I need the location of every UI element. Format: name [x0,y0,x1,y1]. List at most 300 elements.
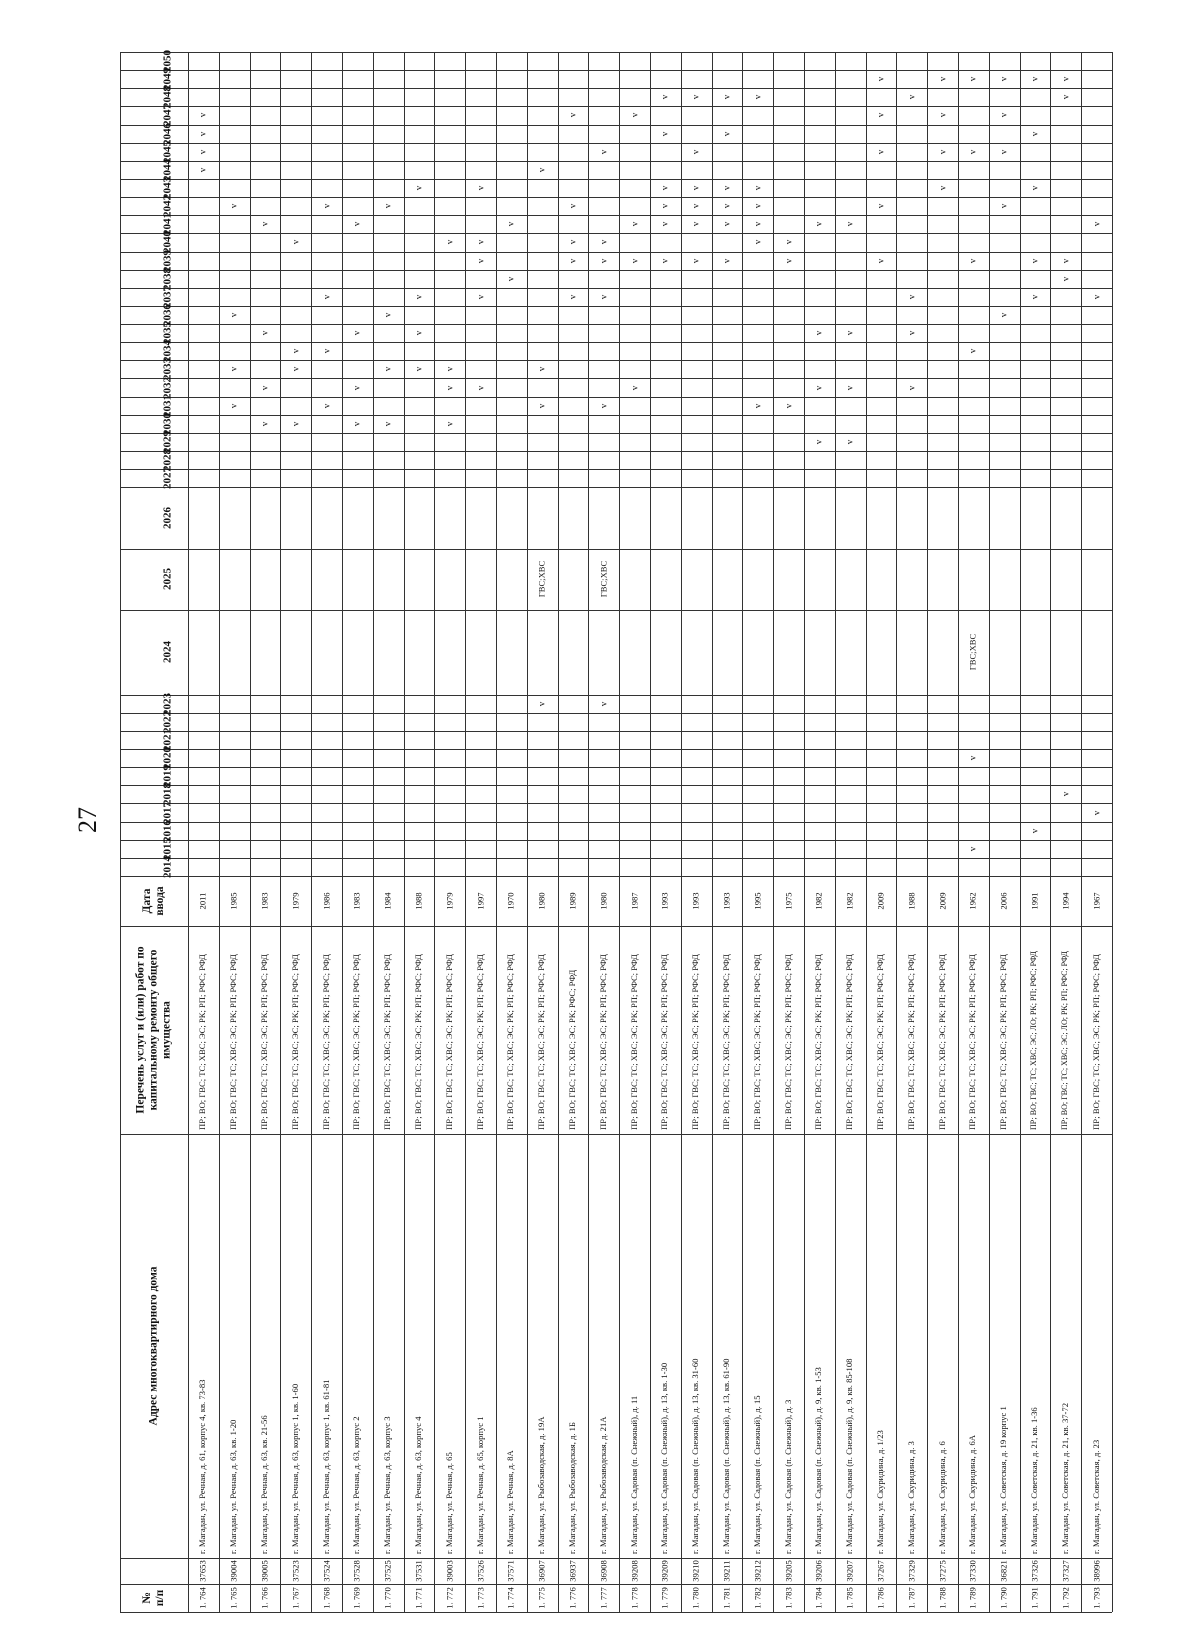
header-year-2035: 2035 [161,322,174,345]
row-id: 37653 [198,1560,209,1582]
row-mark: v [844,385,855,390]
row-border [342,52,343,1612]
column-border [120,785,1112,786]
row-mark: v [1060,258,1071,263]
row-mark: v [967,755,978,761]
row-date: 1994 [1060,892,1071,910]
row-mark: v [937,76,948,82]
row-mark: v [444,421,455,427]
column-border [120,731,1112,732]
row-mark: v [197,113,208,118]
row-num: 1. 788 [937,1587,948,1609]
column-border [120,469,1112,470]
row-mark: v [598,149,609,154]
row-num: 1. 786 [875,1587,886,1609]
row-id: 36821 [998,1560,1009,1582]
table-border [120,1612,1112,1613]
row-num: 1. 774 [506,1587,517,1609]
row-border [1020,52,1021,1612]
column-border [120,1558,1112,1559]
row-id: 39005 [259,1560,270,1582]
row-id: 37326 [1029,1560,1040,1582]
row-services: ПР; ВО; ГВС; ТС; ХВС; ЭС; РК; РП; РФС; РФД [936,954,947,1130]
row-num: 1. 776 [567,1587,578,1609]
row-mark: v [1060,792,1071,797]
row-mark: v [475,294,486,300]
header-year-2019: 2019 [161,765,174,788]
header-year-2041: 2041 [161,213,174,236]
row-mark: v [290,240,301,245]
row-services: ПР; ВО; ГВС; ТС; ХВС; ЭС; РК; РП; РФС; РФД [351,954,362,1130]
row-address: г. Магадан, ул. Садовая (п. Снежный), д. 11 [628,1395,639,1554]
column-border [120,1584,1112,1585]
row-mark: v [536,403,547,408]
row-services: ПР; ВО; ГВС; ТС; ХВС; ЭС; РК; РП; РФС; РФД [505,954,516,1130]
row-mark: v [875,203,886,209]
row-id: 38996 [1091,1560,1102,1582]
row-mark: v [998,149,1009,154]
row-date: 1989 [567,892,578,910]
row-mark: v [536,701,547,706]
row-mark: v [629,258,640,263]
row-id: 37267 [875,1560,886,1582]
row-services: ПР; ВО; ГВС; ТС; ХВС; ЭС; РК; РП; РФС; РФД [628,954,639,1130]
row-mark: v [444,240,455,245]
row-mark: v [844,222,855,227]
row-mark: v [475,385,486,390]
row-services: ПР; ВО; ГВС; ТС; ХВС; ЭС; РК; РП; РФС; РФД [597,954,608,1130]
row-mark: v [444,385,455,390]
row-address: г. Магадан, ул. Речная, д. 63, корпус 4 [413,1416,423,1554]
row-date: 1986 [321,892,332,910]
row-id: 39208 [629,1560,640,1582]
row-mark: v [290,421,301,427]
row-mark: v [1029,131,1040,136]
row-num: 1. 781 [721,1587,732,1609]
row-address: г. Магадан, ул. Речная, д. 63, кв. 21-56 [259,1415,269,1554]
row-services: ПР; ВО; ГВС; ТС; ХВС; ЭС; РК; РП; РФС; РФД [382,954,393,1130]
row-services: ПР; ВО; ГВС; ТС; ХВС; ЭС; РК; РП; РФС; РФД [536,954,547,1130]
column-border [120,840,1112,841]
column-border [120,88,1112,89]
row-mark: v [321,203,332,209]
column-border [120,1134,1112,1135]
row-address: г. Магадан, ул. Скуридина, д. 6А [967,1434,978,1554]
row-id: 37524 [321,1560,332,1582]
row-num: 1. 787 [906,1587,917,1609]
header-year-2033: 2033 [161,358,174,381]
row-mark: v [659,185,670,191]
row-mark: v [351,222,362,227]
row-border [311,52,312,1612]
row-date: 1993 [690,892,701,910]
row-mark: v [475,185,486,191]
row-num: 1. 764 [198,1587,209,1609]
row-id: 39210 [690,1560,701,1582]
row-date: 1988 [413,892,424,910]
row-date: 1995 [752,892,763,910]
row-services: ПР; ВО; ГВС; ТС; ХВС; ЭС; РК; РП; РФС; РФД [443,954,454,1130]
row-date: 1983 [352,892,363,910]
row-id: 39207 [844,1560,855,1582]
row-service-note: ГВС;ХВС [968,633,979,671]
row-id: 37528 [352,1560,363,1582]
row-mark: v [290,367,301,372]
row-date: 1967 [1091,892,1102,910]
header-year-2022: 2022 [161,710,174,733]
column-border [120,858,1112,859]
header-year-2034: 2034 [161,340,174,363]
row-border [866,52,867,1612]
row-mark: v [444,367,455,372]
row-mark: v [721,185,732,191]
row-mark: v [228,367,239,372]
row-id: 39212 [752,1560,763,1582]
page-number: 27 [73,807,102,833]
row-date: 1993 [660,892,671,910]
row-date: 1979 [444,892,455,910]
row-date: 1980 [598,892,609,910]
row-address: г. Магадан, ул. Садовая (п. Снежный), д. 13, кв. 1-30 [659,1362,670,1554]
row-mark: v [721,258,732,263]
row-border [280,52,281,1612]
row-services: ПР; ВО; ГВС; ТС; ХВС; ЭС; РК; РП; РФС; РФД [813,954,824,1130]
row-mark: v [629,385,640,390]
row-service-note: ГВС;ХВС [536,560,547,598]
row-border [588,52,589,1612]
row-mark: v [659,131,670,136]
header-year-2037: 2037 [161,285,174,308]
table-border [120,52,121,1612]
column-border [120,876,1112,877]
row-num: 1. 784 [814,1587,825,1609]
column-border [120,324,1112,325]
row-services: ПР; ВО; ГВС; ТС; ХВС; ЭС; РК; РП; РФС; РФД [967,954,978,1130]
row-services: ПР; ВО; ГВС; ТС; ХВС; ЭС; РК; РП; РФС; РФД [1090,954,1101,1130]
row-services: ПР; ВО; ГВС; ТС; ХВС; ЭС; РК; РП; РФС; РФД [228,954,239,1130]
column-border [120,713,1112,714]
row-mark: v [752,203,763,209]
row-num: 1. 771 [413,1587,424,1609]
row-border [1050,52,1051,1612]
header-year-2026: 2026 [161,506,174,529]
header-year-2028: 2028 [161,449,174,472]
row-mark: v [906,95,917,100]
row-mark: v [1029,76,1040,82]
row-date: 1975 [783,892,794,910]
row-services: ПР; ВО; ГВС; ТС; ХВС; ЭС; ЛО; РК; РП; РФС; РФД [1029,950,1038,1130]
row-services: ПР; ВО; ГВС; ТС; ХВС; ЭС; ЛО; РК; РП; РФС; РФД [1059,950,1069,1130]
row-mark: v [382,312,393,318]
column-border [120,197,1112,198]
row-num: 1. 767 [290,1587,301,1609]
header-num: № п/п [141,1589,166,1607]
header-border [188,52,189,1612]
row-address: г. Магадан, ул. Садовая (п. Снежный), д. 3 [782,1399,793,1554]
row-services: ПР; ВО; ГВС; ТС; ХВС; ЭС; РК; РП; РФС; РФД [474,954,485,1130]
row-mark: v [998,312,1009,318]
row-id: 39205 [783,1560,794,1582]
row-border [496,52,497,1612]
row-mark: v [659,95,670,100]
row-mark: v [844,330,855,336]
row-mark: v [906,294,917,300]
row-mark: v [752,95,763,100]
column-border [120,270,1112,271]
row-mark: v [1029,185,1040,191]
row-services: ПР; ВО; ГВС; ТС; ХВС; ЭС; РК; РП; РФС; РФД [659,954,670,1130]
row-mark: v [598,701,609,706]
row-mark: v [1060,95,1071,100]
row-id: 37327 [1060,1560,1071,1582]
header-year-2047: 2047 [161,104,174,127]
row-date: 1997 [475,892,486,910]
row-border [927,52,928,1612]
row-mark: v [875,149,886,154]
column-border [120,397,1112,398]
row-date: 1991 [1029,892,1040,910]
row-mark: v [259,330,270,336]
row-mark: v [752,222,763,227]
row-mark: v [875,76,886,82]
row-date: 1980 [536,892,547,910]
row-mark: v [567,258,578,263]
row-mark: v [351,385,362,390]
row-date: 1993 [721,892,732,910]
row-date: 1984 [382,892,393,910]
row-mark: v [967,349,978,354]
column-border [120,233,1112,234]
row-mark: v [967,258,978,263]
header-year-2014: 2014 [161,855,174,878]
row-mark: v [382,421,393,427]
row-num: 1. 790 [998,1587,1009,1609]
row-num: 1. 769 [352,1587,363,1609]
row-mark: v [290,349,301,354]
row-mark: v [567,113,578,118]
row-mark: v [783,240,794,245]
header-year-2046: 2046 [161,122,174,145]
row-border [1112,52,1113,1612]
row-border [835,52,836,1612]
row-id: 37330 [968,1560,979,1582]
header-year-2027: 2027 [161,467,174,490]
column-border [120,415,1112,416]
row-address: г. Магадан, ул. Советская, д. 21, кв. 1-36 [1029,1407,1039,1554]
row-date: 1970 [506,892,517,910]
header-year-2020: 2020 [161,747,174,770]
row-mark: v [998,203,1009,209]
row-address: г. Магадан, ул. Скуридина, д. 6 [936,1441,947,1554]
row-address: г. Магадан, ул. Речная, д. 65, корпус 1 [474,1416,485,1554]
row-id: 36937 [567,1560,578,1582]
row-mark: v [906,385,917,390]
row-num: 1. 778 [629,1587,640,1609]
row-mark: v [321,349,332,354]
row-services: ПР; ВО; ГВС; ТС; ХВС; ЭС; РК; РП; РФС; РФД [905,954,916,1130]
row-mark: v [259,421,270,427]
row-date: 1985 [228,892,239,910]
row-mark: v [351,421,362,427]
row-num: 1. 793 [1091,1587,1102,1609]
row-date: 2006 [998,892,1009,910]
row-id: 37329 [906,1560,917,1582]
row-mark: v [813,330,824,336]
column-border [120,161,1112,162]
row-num: 1. 789 [968,1587,979,1609]
row-mark: v [197,131,208,136]
row-num: 1. 765 [228,1587,239,1609]
row-mark: v [1091,222,1102,227]
header-year-2032: 2032 [161,376,174,399]
row-mark: v [690,185,701,191]
row-border [896,52,897,1612]
row-mark: v [690,258,701,263]
row-mark: v [413,367,424,372]
row-mark: v [567,203,578,209]
row-mark: v [721,203,732,209]
header-year-2030: 2030 [161,412,174,435]
row-mark: v [844,439,855,445]
header-address: Адрес многоквартирного дома [147,1266,160,1426]
column-border [120,215,1112,216]
row-mark: v [567,294,578,300]
column-border [120,749,1112,750]
row-id: 39004 [228,1560,239,1582]
column-border [120,106,1112,107]
row-num: 1. 791 [1029,1587,1040,1609]
row-mark: v [998,76,1009,82]
row-mark: v [382,367,393,372]
row-mark: v [875,258,886,263]
row-date: 2009 [937,892,948,910]
column-border [120,143,1112,144]
row-mark: v [1091,294,1102,300]
header-year-2050: 2050 [161,50,174,73]
row-mark: v [967,76,978,82]
row-mark: v [629,222,640,227]
row-services: ПР; ВО; ГВС; ТС; ХВС; ЭС; РК; РП; РФС; РФД [289,954,300,1130]
row-address: г. Магадан, ул. Рыбозаводская, д. 1Б [567,1422,577,1554]
row-mark: v [752,403,763,408]
row-address: г. Магадан, ул. Советская, д. 19 корпус 1 [998,1406,1009,1554]
row-num: 1. 766 [259,1587,270,1609]
header-year-2029: 2029 [161,430,174,453]
row-mark: v [937,113,948,118]
row-date: 2011 [198,892,209,910]
header-year-2045: 2045 [161,140,174,163]
row-mark: v [1029,258,1040,263]
row-date: 2009 [875,892,886,910]
row-mark: v [598,240,609,245]
row-address: г. Магадан, ул. Речная, д. 61, корпус 4, кв. 73-83 [197,1379,208,1554]
row-address: г. Магадан, ул. Садовая (п. Снежный), д. 9, кв. 1-53 [813,1367,824,1554]
row-border [465,52,466,1612]
row-mark: v [536,167,547,173]
row-mark: v [505,276,516,281]
header-year-2015: 2015 [161,837,174,860]
row-services: ПР; ВО; ГВС; ТС; ХВС; ЭС; РК; РП; РФС; РФД [197,954,208,1130]
header-year-2031: 2031 [161,394,174,417]
row-num: 1. 783 [783,1587,794,1609]
row-mark: v [875,113,886,118]
row-id: 36907 [536,1560,547,1582]
row-border [742,52,743,1612]
row-address: г. Магадан, ул. Речная, д. 63, корпус 3 [382,1416,393,1554]
row-address: г. Магадан, ул. Садовая (п. Снежный), д. 15 [751,1395,762,1554]
header-services: Перечень услуг и (или) работ по капитальному ремонту общего имущества [134,946,173,1114]
row-mark: v [783,403,794,408]
row-border [219,52,220,1612]
row-services: ПР; ВО; ГВС; ТС; ХВС; ЭС; РК; РП; РФС; РФД [998,954,1009,1130]
column-border [120,767,1112,768]
row-service-note: ГВС;ХВС [598,560,609,598]
row-num: 1. 772 [444,1587,455,1609]
row-services: ПР; ВО; ГВС; ТС; ХВС; ЭС; РК; РП; РФС; РФД [844,954,855,1130]
row-num: 1. 775 [536,1587,547,1609]
column-border [120,487,1112,488]
column-border [120,378,1112,379]
column-border [120,360,1112,361]
column-border [120,70,1112,71]
row-mark: v [1029,294,1040,300]
header-year-2042: 2042 [161,195,174,218]
row-id: 37571 [506,1560,517,1582]
row-mark: v [228,312,239,318]
row-id: 37526 [475,1560,486,1582]
row-services: ПР; ВО; ГВС; ТС; ХВС; ЭС; РК; РФС; РФД [567,969,577,1130]
row-border [681,52,682,1612]
row-address: г. Магадан, ул. Рыбозаводская, д. 21А [597,1416,608,1554]
header-date: Дата ввода [141,886,166,916]
row-mark: v [598,403,609,408]
row-date: 1979 [290,892,301,910]
row-date: 1983 [259,892,270,910]
header-year-2048: 2048 [161,86,174,109]
row-mark: v [567,240,578,245]
column-border [120,822,1112,823]
row-border [558,52,559,1612]
row-address: г. Магадан, ул. Речная, д. 63, корпус 1, кв. 1-60 [289,1383,300,1554]
row-mark: v [690,203,701,209]
row-mark: v [659,258,670,263]
row-mark: v [937,185,948,191]
row-mark: v [1029,828,1040,833]
row-mark: v [351,330,362,336]
row-mark: v [659,222,670,227]
row-mark: v [197,149,208,154]
row-mark: v [690,149,701,154]
row-mark: v [413,330,424,336]
row-mark: v [1060,76,1071,82]
column-border [120,288,1112,289]
row-id: 36908 [598,1560,609,1582]
row-mark: v [629,113,640,118]
column-border [120,125,1112,126]
row-border [404,52,405,1612]
row-mark: v [967,846,978,852]
row-services: ПР; ВО; ГВС; ТС; ХВС; ЭС; РК; РП; РФС; РФД [413,954,423,1130]
column-border [120,179,1112,180]
column-border [120,549,1112,550]
row-date: 1982 [844,892,855,910]
row-id: 39206 [814,1560,825,1582]
row-id: 39209 [660,1560,671,1582]
row-services: ПР; ВО; ГВС; ТС; ХВС; ЭС; РК; РП; РФС; РФД [751,954,762,1130]
row-address: г. Магадан, ул. Речная, д. 63, кв. 1-20 [228,1419,239,1554]
row-services: ПР; ВО; ГВС; ТС; ХВС; ЭС; РК; РП; РФС; РФД [875,954,885,1130]
header-year-2024: 2024 [161,641,174,664]
